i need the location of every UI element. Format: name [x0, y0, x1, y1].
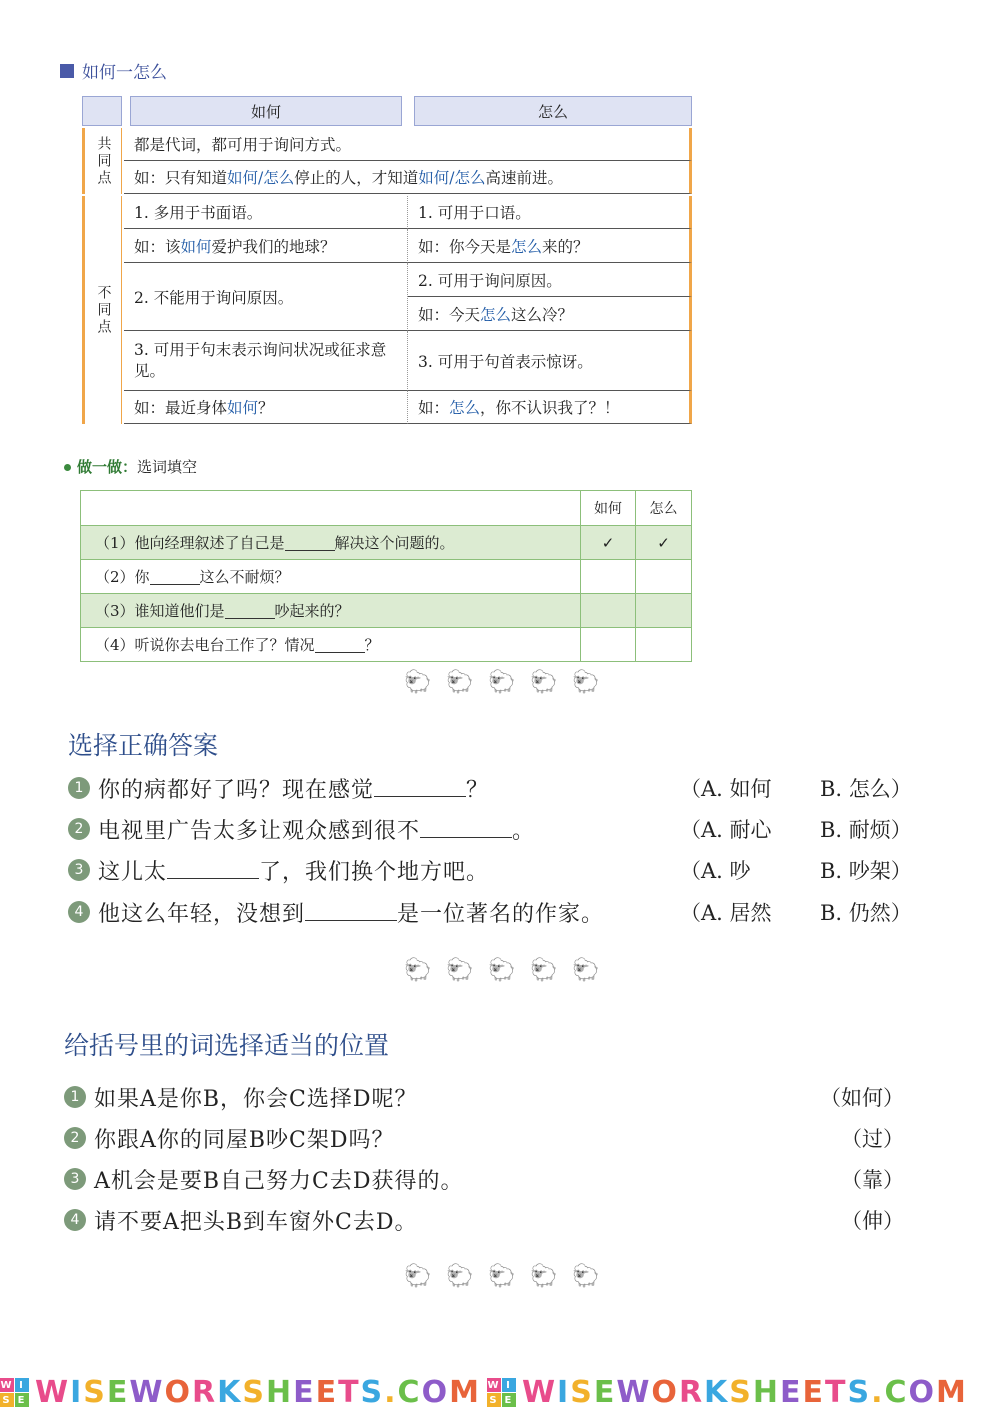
table-row: （3）谁知道他们是 吵起来的？ — [81, 593, 691, 627]
wise-logo-icon: W I S E — [0, 1378, 29, 1407]
watermark-letter: I — [70, 1375, 84, 1410]
check-cell[interactable] — [636, 628, 691, 661]
col-header-zenme: 怎么 — [414, 96, 692, 126]
watermark-letter: O — [908, 1375, 937, 1410]
sheep-icon: 🐑 — [572, 958, 600, 983]
watermark-letter: T — [825, 1375, 848, 1410]
watermark-letter: H — [265, 1375, 294, 1410]
watermark-letter: S — [847, 1375, 872, 1410]
watermark-letter: R — [678, 1375, 705, 1410]
watermark-letter: S — [360, 1375, 385, 1410]
ex3-ruhe: 如：最近身体 如何 ？ — [124, 391, 408, 424]
number-badge: 4 — [64, 1209, 86, 1231]
fill-col-zenme: 怎么 — [649, 501, 678, 517]
number-badge: 3 — [68, 859, 90, 881]
watermark-letter: K — [217, 1375, 243, 1410]
watermark-letter: E — [780, 1375, 803, 1410]
diff-label: 不同点 — [82, 196, 122, 424]
diff1-ruhe: 1. 多用于书面语。 — [124, 196, 408, 229]
number-badge: 2 — [68, 818, 90, 840]
watermark-text — [522, 1375, 968, 1410]
bullet-dot-icon — [64, 464, 71, 471]
square-bullet-icon — [60, 64, 74, 78]
watermark-letter: K — [704, 1375, 730, 1410]
watermark-letter: O — [651, 1375, 679, 1410]
question-item: 1 如果A是你B，你会C选择D呢？ （如何） — [64, 1080, 904, 1114]
sheep-divider — [404, 670, 600, 695]
watermark-letter: E — [802, 1375, 826, 1410]
target-word: （伸） — [841, 1209, 904, 1233]
watermark-letter: E — [293, 1375, 316, 1410]
watermark-letter: I — [557, 1375, 571, 1410]
section1-title: 如何一怎么 — [82, 63, 167, 83]
watermark-letter: M — [449, 1375, 481, 1410]
answer-options — [680, 897, 920, 927]
col-header-ruhe: 如何 — [130, 96, 402, 126]
watermark-letter: E — [593, 1375, 617, 1410]
answer-blank[interactable] — [420, 815, 512, 838]
question-item: 2 电视里广告太多让观众感到很不 。 （A. 耐心 B. 耐烦） — [68, 812, 928, 846]
watermark-letter: E — [106, 1375, 130, 1410]
watermark-letter: O — [164, 1375, 192, 1410]
diff3-zenme: 3. 可用于句首表示惊讶。 — [408, 331, 692, 391]
watermark-letter: R — [191, 1375, 218, 1410]
ex3-zenme: 如： 怎么 ，你不认识我了？！ — [408, 391, 692, 424]
target-word: （如何） — [820, 1086, 904, 1110]
option-b[interactable]: B. 仍然） — [820, 901, 912, 925]
option-a[interactable]: （A. 吵 — [680, 859, 751, 883]
answer-blank[interactable] — [167, 856, 259, 879]
watermark-letter: W — [35, 1375, 71, 1410]
number-badge: 1 — [68, 777, 90, 799]
number-badge: 2 — [64, 1127, 86, 1149]
fill-table — [80, 490, 692, 662]
watermark-letter: W — [521, 1375, 558, 1410]
answer-options — [680, 773, 920, 803]
number-badge: 3 — [64, 1168, 86, 1190]
option-b[interactable]: B. 吵架） — [820, 859, 912, 883]
diff3-ruhe: 3. 可用于句末表示询问状况或征求意见。 — [124, 331, 408, 391]
sheep-icon: 🐑 — [446, 958, 474, 983]
check-cell[interactable] — [581, 560, 636, 593]
sheep-icon: 🐑 — [530, 670, 558, 695]
sheep-icon: 🐑 — [404, 958, 432, 983]
watermark-letter: E — [315, 1375, 339, 1410]
question-item: 2 你跟A你的同屋B吵C架D吗？ （过） — [64, 1121, 904, 1155]
answer-blank[interactable] — [374, 774, 466, 797]
question-item: 3 A机会是要B自己努力C去D获得的。 （靠） — [64, 1162, 904, 1196]
check-cell[interactable] — [581, 628, 636, 661]
common-example: 如：只有知道 如何/怎么 停止的人，才知道 如何/怎么 高速前进。 — [124, 161, 692, 194]
number-badge: 1 — [64, 1086, 86, 1108]
answer-blank[interactable] — [285, 535, 335, 551]
watermark-text — [35, 1375, 481, 1410]
watermark-bar — [0, 1372, 1000, 1413]
watermark-letter: C — [397, 1375, 422, 1410]
sheep-icon: 🐑 — [488, 958, 516, 983]
option-b[interactable]: B. 怎么） — [820, 777, 912, 801]
watermark-letter: . — [871, 1375, 885, 1410]
question-item: 1 你的病都好了吗？现在感觉 ？ （A. 如何 B. 怎么） — [68, 771, 928, 805]
diff2-ruhe: 2. 不能用于询问原因。 — [124, 263, 408, 331]
sheep-icon: 🐑 — [530, 958, 558, 983]
fill-col-ruhe: 如何 — [581, 491, 636, 525]
option-a[interactable]: （A. 居然 — [680, 901, 772, 925]
answer-options — [680, 855, 920, 885]
watermark-letter: O — [421, 1375, 450, 1410]
sheep-icon: 🐑 — [446, 670, 474, 695]
sheep-icon: 🐑 — [488, 670, 516, 695]
ex1-zenme: 如：你今天是 怎么 来的？ — [408, 229, 692, 263]
wise-logo-icon: W I S E — [487, 1378, 516, 1407]
ex2-zenme: 如：今天 怎么 这么冷？ — [408, 297, 692, 331]
section1-header — [60, 58, 167, 83]
number-badge: 4 — [68, 901, 90, 923]
question-item: 3 这儿太 了，我们换个地方吧。 （A. 吵 B. 吵架） — [68, 853, 928, 887]
ex1-ruhe: 如：该 如何 爱护我们的地球？ — [124, 229, 408, 263]
table-row: （1）他向经理叙述了自己是 解决这个问题的。 ✓ ✓ — [81, 525, 691, 559]
question-item: 4 请不要A把头B到车窗外C去D。 （伸） — [64, 1203, 904, 1237]
answer-blank[interactable] — [315, 637, 365, 653]
watermark-letter: S — [242, 1375, 266, 1410]
check-cell[interactable] — [636, 560, 691, 593]
watermark-letter: C — [884, 1375, 909, 1410]
watermark-letter: M — [936, 1375, 968, 1410]
sheep-icon: 🐑 — [404, 670, 432, 695]
diff1-zenme: 1. 可用于口语。 — [408, 196, 692, 229]
common-desc: 都是代词，都可用于询问方式。 — [124, 128, 692, 161]
sheep-divider — [404, 1264, 600, 1289]
option-a[interactable]: （A. 耐心 — [680, 818, 772, 842]
check-cell[interactable]: ✓ — [581, 526, 636, 559]
answer-blank[interactable] — [225, 603, 275, 619]
sheep-icon: 🐑 — [572, 1264, 600, 1289]
option-a[interactable]: （A. 如何 — [680, 777, 772, 801]
section2-title: 选择正确答案 — [68, 731, 219, 760]
answer-blank[interactable] — [305, 898, 397, 921]
target-word: （过） — [841, 1127, 904, 1151]
watermark-letter: S — [83, 1375, 107, 1410]
option-b[interactable]: B. 耐烦） — [820, 818, 912, 842]
sheep-icon: 🐑 — [404, 1264, 432, 1289]
target-word: （靠） — [841, 1168, 904, 1192]
check-cell[interactable]: ✓ — [657, 533, 670, 552]
common-label: 共同点 — [82, 128, 122, 194]
doit-header: 做一做：选词填空 — [64, 456, 197, 477]
sheep-divider — [404, 958, 600, 983]
section3-title: 给括号里的词选择适当的位置 — [64, 1031, 390, 1060]
fill-header-row — [81, 491, 691, 525]
watermark-letter: . — [384, 1375, 398, 1410]
check-cell[interactable] — [581, 594, 636, 627]
question-item: 4 他这么年轻，没想到 是一位著名的作家。 （A. 居然 B. 仍然） — [68, 895, 928, 929]
watermark-letter: H — [752, 1375, 781, 1410]
table-corner — [82, 96, 122, 126]
answer-blank[interactable] — [150, 569, 200, 585]
watermark-letter: W — [129, 1375, 165, 1410]
table-row: （2）你 这么不耐烦？ — [81, 559, 691, 593]
watermark-letter: S — [729, 1375, 753, 1410]
watermark-letter: S — [570, 1375, 594, 1410]
check-cell[interactable] — [636, 594, 691, 627]
sheep-icon: 🐑 — [488, 1264, 516, 1289]
sheep-icon: 🐑 — [572, 670, 600, 695]
sheep-icon: 🐑 — [446, 1264, 474, 1289]
answer-options — [680, 814, 920, 844]
watermark-letter: W — [616, 1375, 652, 1410]
table-row: （4）听说你去电台工作了？情况 ？ — [81, 627, 691, 661]
watermark-letter: T — [338, 1375, 361, 1410]
sheep-icon: 🐑 — [530, 1264, 558, 1289]
diff2-zenme: 2. 可用于询问原因。 — [408, 263, 692, 297]
